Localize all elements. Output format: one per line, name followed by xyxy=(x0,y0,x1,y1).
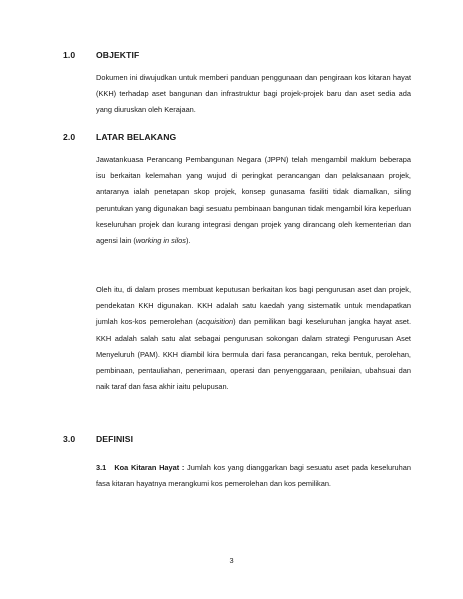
definition-term: Koa Kitaran Hayat : xyxy=(114,463,185,472)
italic-term: acquisition xyxy=(198,317,234,327)
italic-term: working in silos xyxy=(135,236,186,246)
paragraph-text: Dokumen ini diwujudkan untuk memberi panduan penggunaan dan pengiraan kos kitaran hayat (KKH) terhadap aset bangunan dan infrastruktur bagi projek-projek baru dan aset sedia ada yang diuruskan oleh Kerajaan. xyxy=(96,73,411,115)
section-heading-definisi xyxy=(63,434,133,444)
section-number: 3.0 xyxy=(63,434,76,444)
section-number: 1.0 xyxy=(63,50,76,60)
paragraph-text xyxy=(96,460,411,492)
section-heading-latar-belakang xyxy=(63,132,176,142)
section-title: DEFINISI xyxy=(96,434,134,444)
latar-belakang-paragraph-2 xyxy=(96,282,411,395)
section-number: 2.0 xyxy=(63,132,76,142)
section-title: LATAR BELAKANG xyxy=(96,132,177,142)
paragraph-text xyxy=(96,152,411,249)
latar-belakang-paragraph-1 xyxy=(96,152,411,249)
paragraph-text-part: Oleh itu, di dalam proses membuat keputusan berkaitan kos bagi pengurusan aset dan projek, pendekatan KKH digunakan. KKH adalah satu kaedah yang sistematik untuk mendapatkan jumlah kos-kos pemerolehan ( xyxy=(96,285,411,327)
paragraph-text-part: ) dan pemilikan bagi keseluruhan jangka hayat aset. KKH adalah salah satu alat sebagai pengurusan sokongan dalam strategi Pengurusan Aset Menyeluruh (PAM). KKH diambil kira bermula dari fasa perancangan, reka bentuk, perolehan, pembinaan, pentauliahan, penerimaan, operasi dan penyenggaraan, penilaian, ubahsuai dan naik taraf dan fasa akhir iaitu pelupusan. xyxy=(96,317,411,392)
objektif-paragraph xyxy=(96,70,411,119)
page-number: 3 xyxy=(229,556,234,565)
section-title: OBJEKTIF xyxy=(96,50,140,60)
paragraph-text-part: ). xyxy=(185,236,191,246)
definisi-item-3-1 xyxy=(96,460,411,492)
section-heading-objektif xyxy=(63,50,139,60)
paragraph-text xyxy=(96,282,411,395)
definition-number: 3.1 xyxy=(96,463,107,472)
definition-text: Jumlah kos yang dianggarkan bagi sesuatu aset pada keseluruhan fasa kitaran hayatnya merangkumi kos pemerolehan dan kos pemilikan. xyxy=(96,463,411,489)
paragraph-text-part: Jawatankuasa Perancang Pembangunan Negara (JPPN) telah mengambil maklum beberapa isu berkaitan kelemahan yang wujud di peringkat perancangan dan pelaksanaan projek, antaranya ialah penetapan skop projek, konsep gunasama fasiliti tidak diamalkan, siling peruntukan yang digunakan bagi sesuatu pembinaan bangunan tidak mengambil kira keperluan keseluruhan projek dan kurang integrasi dengan projek yang dirancang oleh kementerian dan agensi lain ( xyxy=(96,155,411,246)
